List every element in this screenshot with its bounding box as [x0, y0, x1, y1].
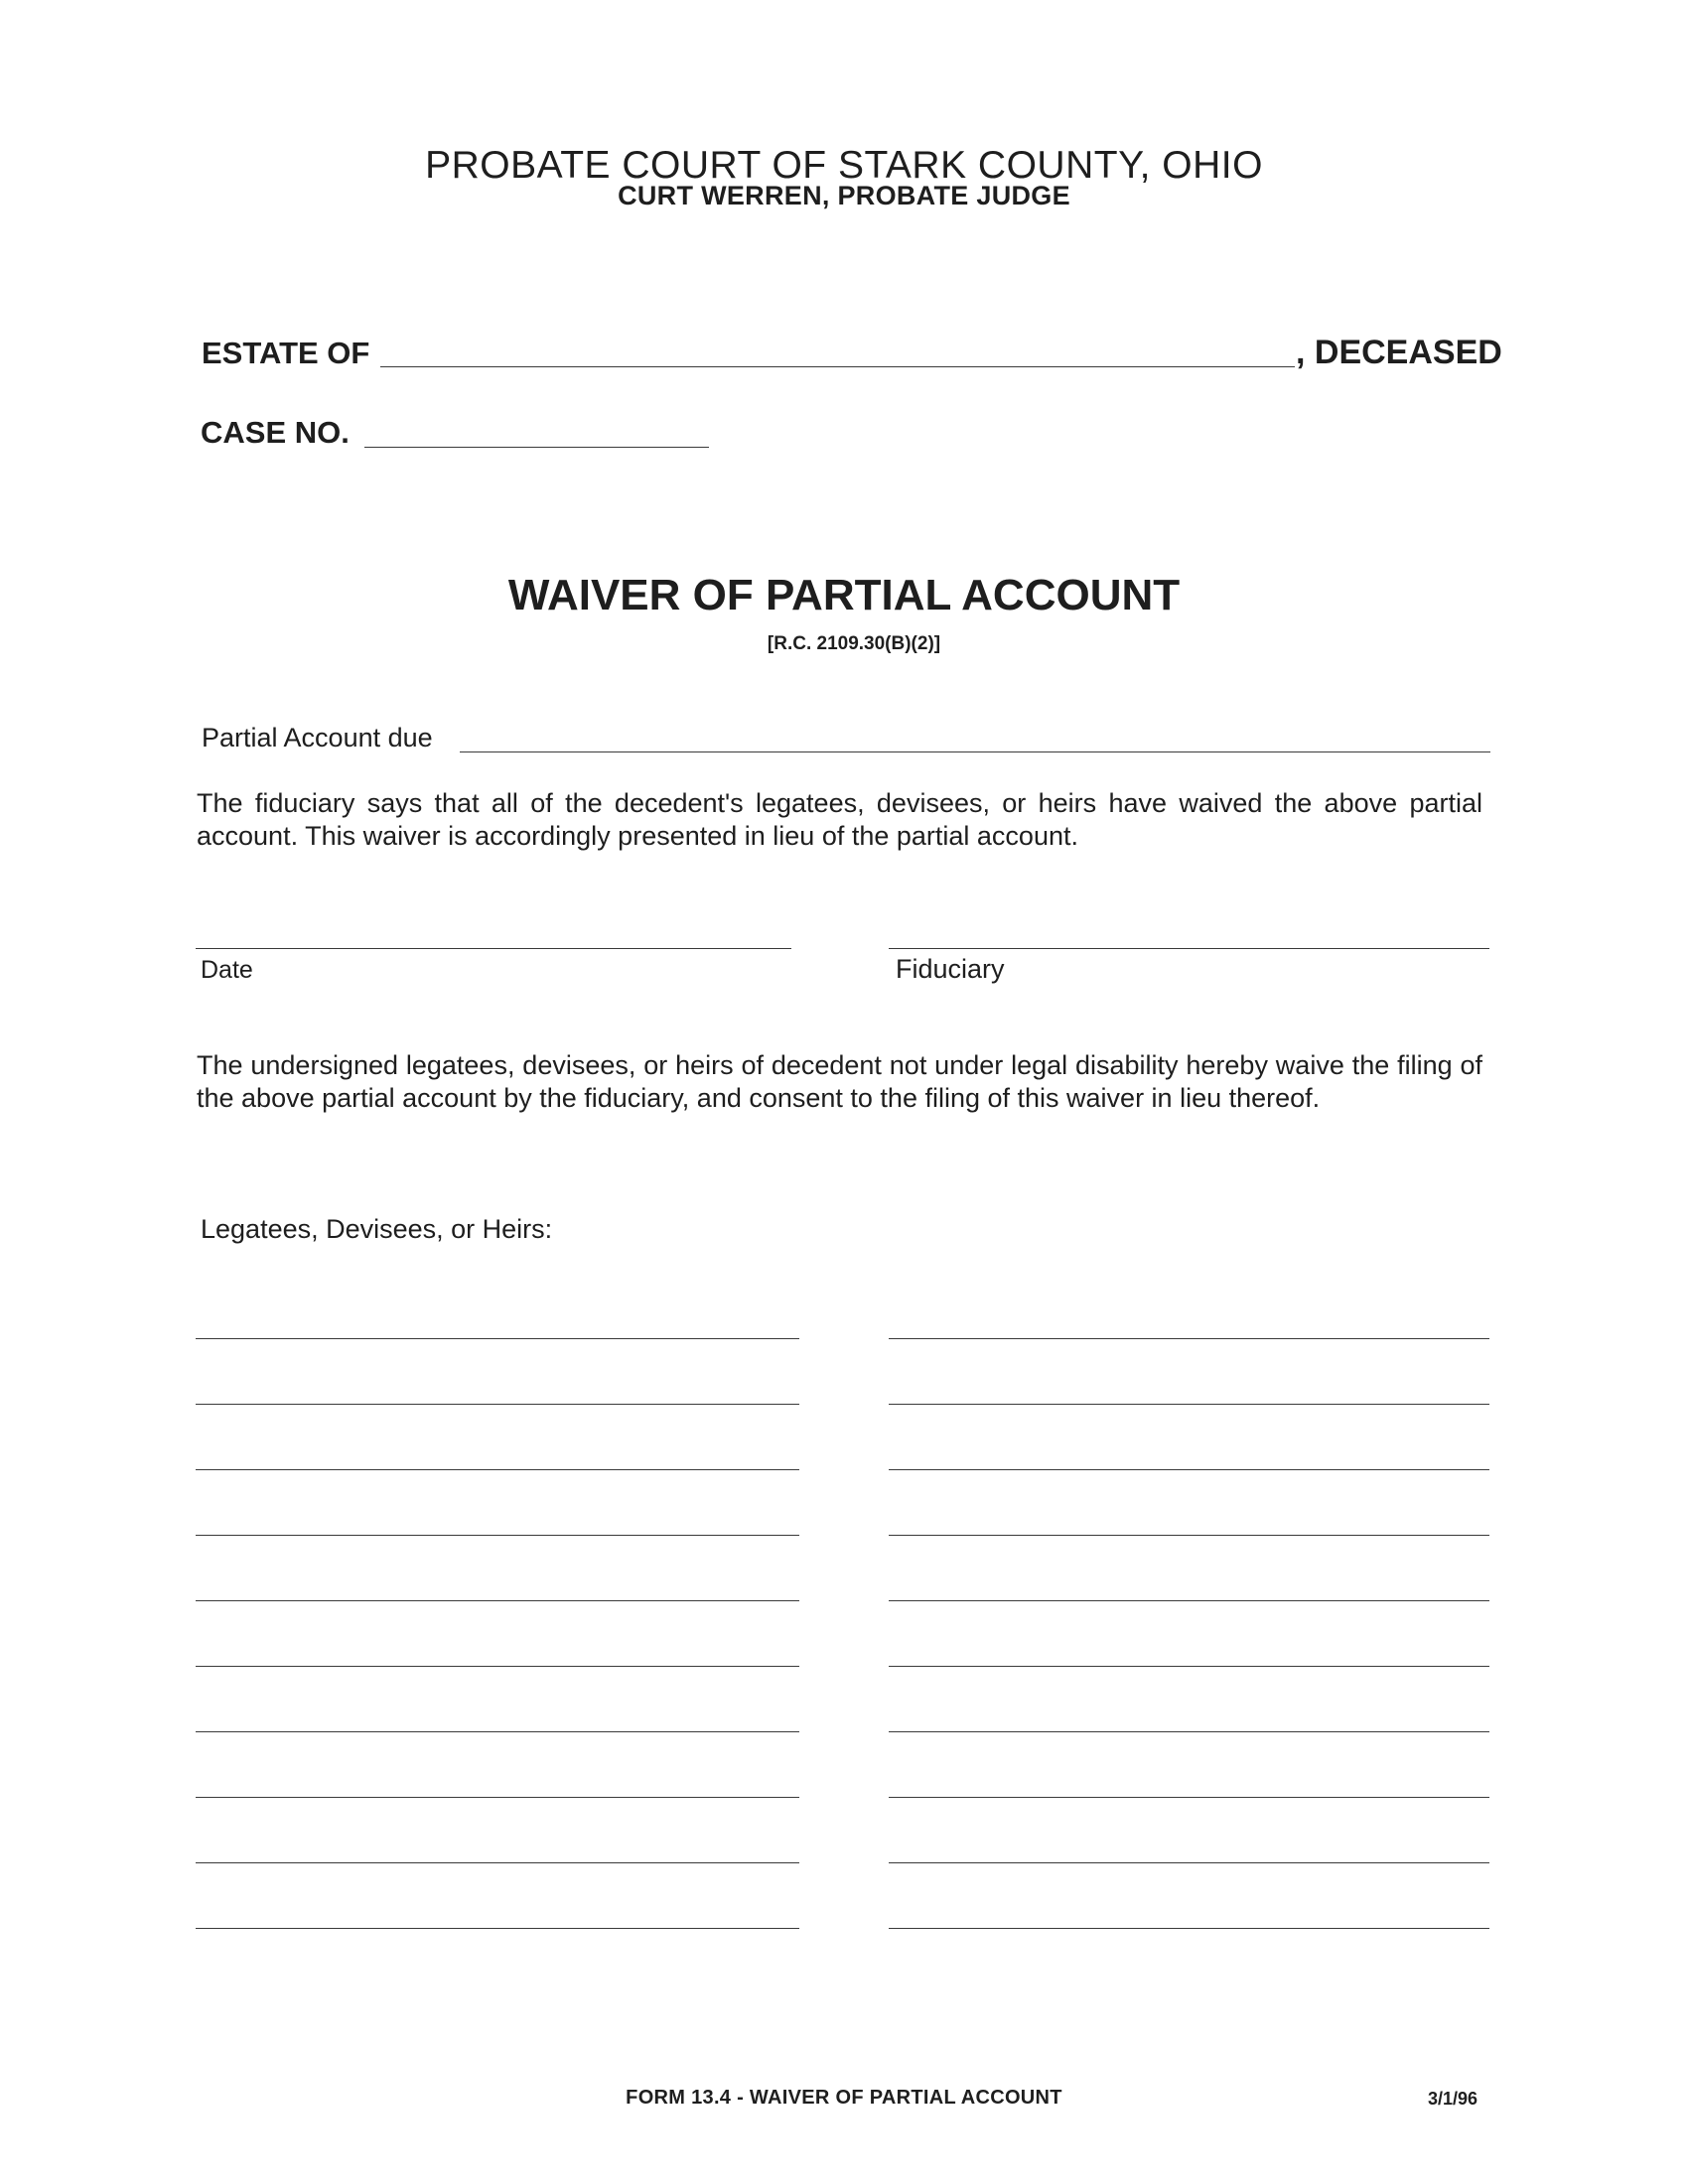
heir-signature-line-left[interactable]: [196, 1666, 799, 1667]
heir-signature-line-left[interactable]: [196, 1404, 799, 1405]
heir-signature-line-left[interactable]: [196, 1600, 799, 1601]
partial-account-due-field[interactable]: [460, 751, 1490, 752]
heir-signature-line-right[interactable]: [889, 1404, 1489, 1405]
footer-form-title: FORM 13.4 - WAIVER OF PARTIAL ACCOUNT: [626, 2087, 1062, 2109]
heir-signature-line-right[interactable]: [889, 1862, 1489, 1863]
judge-name: CURT WERREN, PROBATE JUDGE: [618, 181, 1070, 210]
heir-signature-line-left[interactable]: [196, 1535, 799, 1536]
estate-name-field[interactable]: [380, 366, 1295, 367]
heir-signature-line-right[interactable]: [889, 1928, 1489, 1929]
heir-signature-line-left[interactable]: [196, 1928, 799, 1929]
fiduciary-statement: The fiduciary says that all of the decedent's legatees, devisees, or heirs have waived the above partial account. This waiver is accordingly presented in lieu of the partial account.: [197, 788, 1482, 851]
statute-text: [R.C. 2109.30(B)(2)]: [767, 633, 941, 654]
heir-signature-line-right[interactable]: [889, 1338, 1489, 1339]
heir-signature-line-right[interactable]: [889, 1600, 1489, 1601]
consent-statement: The undersigned legatees, devisees, or heirs of decedent not under legal disability hereby waive the filing of the above partial account by the fiduciary, and consent to the filing of this waiver in lieu thereof.: [197, 1050, 1482, 1113]
case-number-label: CASE NO.: [201, 415, 350, 450]
statute-reference: [0, 633, 1688, 655]
heir-signature-line-left[interactable]: [196, 1862, 799, 1863]
heir-signature-line-right[interactable]: [889, 1797, 1489, 1798]
heir-signature-line-right[interactable]: [889, 1731, 1489, 1732]
form-title: WAIVER OF PARTIAL ACCOUNT: [507, 571, 1181, 619]
deceased-label: , DECEASED: [1296, 334, 1502, 371]
heir-signature-line-left[interactable]: [196, 1338, 799, 1339]
heir-signature-line-left[interactable]: [196, 1731, 799, 1732]
court-name: PROBATE COURT OF STARK COUNTY, OHIO: [425, 144, 1263, 187]
footer-revision-date: 3/1/96: [1428, 2089, 1478, 2109]
heir-signature-line-left[interactable]: [196, 1797, 799, 1798]
heir-signature-line-right[interactable]: [889, 1469, 1489, 1470]
case-number-field[interactable]: [364, 447, 709, 448]
heir-signature-line-right[interactable]: [889, 1535, 1489, 1536]
fiduciary-label: Fiduciary: [896, 954, 1005, 984]
heir-signature-line-right[interactable]: [889, 1666, 1489, 1667]
partial-account-due-label: Partial Account due: [202, 723, 433, 752]
heirs-label: Legatees, Devisees, or Heirs:: [201, 1214, 553, 1244]
estate-label: ESTATE OF: [202, 336, 370, 370]
fiduciary-signature-line[interactable]: [889, 948, 1489, 949]
heir-signature-line-left[interactable]: [196, 1469, 799, 1470]
date-label: Date: [201, 956, 253, 984]
date-signature-line[interactable]: [196, 948, 791, 949]
